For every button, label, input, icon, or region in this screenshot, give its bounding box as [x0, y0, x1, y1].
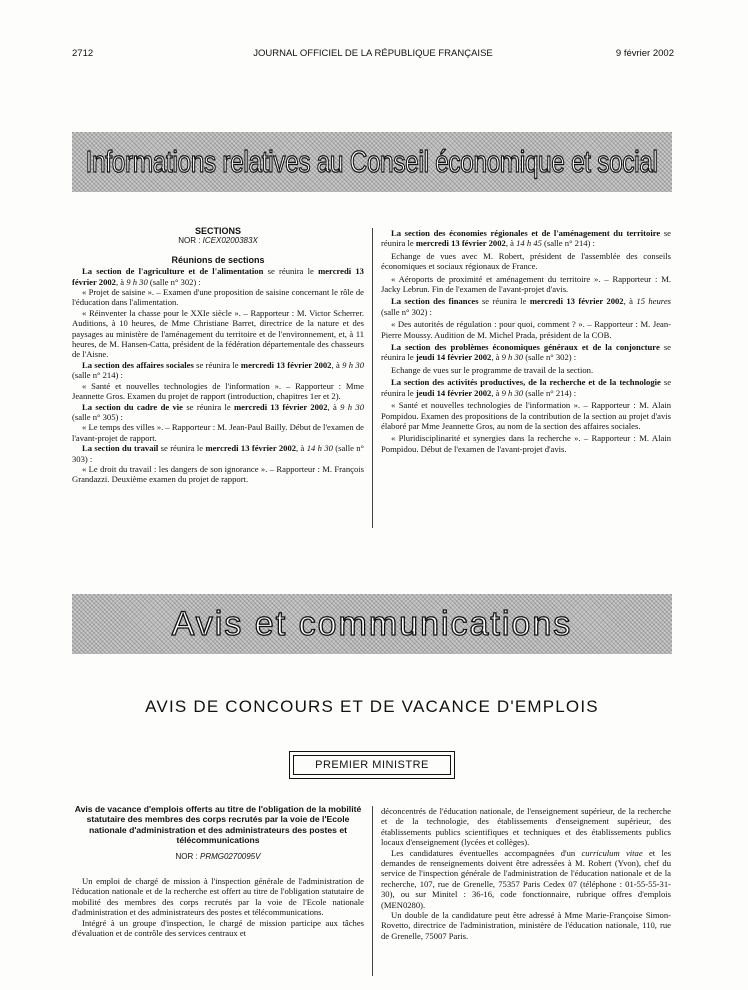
paragraph: Les candidatures éventuelles accompagnées d'un curriculum vitae et les demandes de renseignements doivent être adressées à M. Robert (Yvon), chef du service de l'inspection générale de l'administration de l'éducation nationale et de la recherche, 107, rue de Grenelle, 75357 Paris Cedex 07 (téléphone : 01-55-55-31-30), ou sur Minitel : 36-16, code fonctionnaire, rubrique offres d'emplois (MEN0280). — [381, 847, 671, 910]
paragraph: Echange de vues sur le programme de travail de la section. — [391, 364, 594, 375]
left-column-notice — [72, 804, 364, 938]
sections-title: SECTIONS — [194, 226, 241, 236]
paragraph: « Réinventer la chasse pour le XXIe siècle ». – Rapporteur : M. Victor Scherrer. Auditions, à 10 heures, de Mme Christiane Barret, directrice de la nature et des paysages au ministère de l'aménagement du territoire et de l'environnement, et, à 11 heures, de M. Hansen-Catta, président de la fédération départementale des chasseurs de l'Aisne. — [72, 307, 364, 360]
banner-title: Informations relatives au Conseil économique et social — [85, 144, 659, 179]
paragraph: « Santé et nouvelles technologies de l'information ». – Rapporteur : Mme Jeannette Gros. Examen du projet de rapport (introduction, chapitres 1er et 2). — [72, 380, 364, 402]
avis-heading: AVIS DE CONCOURS ET DE VACANCE D'EMPLOIS — [145, 697, 599, 716]
nor-label: NOR : — [175, 851, 200, 861]
paragraph: Un double de la candidature peut être adressé à Mme Marie-Françoise Simon-Rovetto, directrice de l'administration, ministère de l'éducation nationale, 110, rue de Grenelle, 75007 Paris. — [381, 910, 671, 941]
paragraph: La section des finances se réunira le mercredi 13 février 2002, à 15 heures (salle n° 302) : — [381, 296, 671, 317]
paragraph: « Le droit du travail : les dangers de son ignorance ». – Rapporteur : M. François Grandazzi. Deuxième examen du projet de rapport. — [72, 463, 364, 485]
paragraph: La section du travail se réunira le mercredi 13 février 2002, à 14 h 30 (salle n° 303) : — [72, 443, 364, 464]
column-divider — [372, 228, 373, 528]
nor-reference — [72, 236, 364, 246]
paragraph: Intégré à un groupe d'inspection, le chargé de mission participe aux tâches d'évaluation et de contrôle des services centraux et — [72, 917, 364, 939]
running-header — [72, 48, 674, 62]
page-number: 2712 — [72, 48, 94, 59]
paragraph: Echange de vues avec M. Robert, président de l'assemblée des conseils économiques et sociaux régionaux de France. — [381, 250, 671, 272]
paragraph: Un emploi de chargé de mission à l'inspection générale de l'administration de l'éducation nationale et de la recherche est offert au titre de l'obligation statutaire de mobilité des membres des corps recrutés par la voie de l'Ecole nationale d'administration et des administrateurs des postes et télécommunications. — [72, 876, 364, 918]
issue-date: 9 février 2002 — [615, 48, 674, 59]
right-column-sections — [381, 228, 671, 454]
paragraph: « Pluridisciplinarité et synergies dans la recherche ». – Rapporteur : M. Alain Pompidou. Début de l'examen de l'avant-projet d'avis. — [381, 433, 671, 454]
paragraph: « Des autorités de régulation : pour quoi, comment ? ». – Rapporteur : M. Jean-Pierre Moussy. Audition de M. Michel Prada, président de la COB. — [381, 319, 671, 340]
paragraph: La section de l'agriculture et de l'alimentation se réunira le mercredi 13 février 2002, à 9 h 30 (salle n° 302) : — [72, 266, 364, 287]
ministry-box — [289, 751, 455, 779]
right-column-notice — [381, 806, 671, 941]
paragraph: La section des affaires sociales se réunira le mercredi 13 février 2002, à 9 h 30 (salle n° 214) : — [72, 359, 364, 381]
paragraph: La section du cadre de vie se réunira le mercredi 13 février 2002, à 9 h 30 (salle n° 305) : — [72, 401, 365, 422]
section-banner-avis — [72, 594, 672, 654]
nor-reference — [72, 852, 364, 862]
paragraph: « Projet de saisine ». – Examen d'une proposition de saisine concernant le rôle de l'éducation dans l'alimentation. — [72, 287, 364, 308]
paragraph: La section des problèmes économiques généraux et de la conjoncture se réunira le jeudi 14 février 2002, à 9 h 30 (salle n° 302) : — [381, 342, 671, 363]
section-banner-conseil — [72, 132, 672, 192]
paragraph: « Aéroports de proximité et aménagement du territoire ». – Rapporteur : M. Jacky Lebrun. Fin de l'examen de l'avant-projet d'avis. — [381, 273, 671, 295]
nor-code: PRMG0270095V — [199, 851, 261, 861]
paragraph: déconcentrés de l'éducation nationale, de l'enseignement supérieur, de la recherche et de la technologie, des établissements d'enseignement supérieur, des établissements publics scientifiques et techniques et des établissements publics locaux d'enseignement (lycées et collèges). — [381, 806, 671, 848]
paragraph: « Le temps des villes ». – Rapporteur : M. Jean-Paul Bailly. Début de l'examen de l'avant-projet de rapport. — [72, 422, 364, 443]
paragraph: La section des économies régionales et de l'aménagement du territoire se réunira le mercredi 13 février 2002, à 14 h 45 (salle n° 214) : — [381, 228, 672, 249]
ministry-label: PREMIER MINISTRE — [293, 755, 451, 775]
reunions-title: Réunions de sections — [171, 254, 265, 265]
left-column-sections — [72, 226, 364, 485]
journal-title: JOURNAL OFFICIEL DE LA RÉPUBLIQUE FRANÇAISE — [253, 48, 493, 59]
paragraph: La section des activités productives, de la recherche et de la technologie se réunira le jeudi 14 février 2002, à 9 h 30 (salle n° 214) : — [381, 377, 672, 398]
notice-title: Avis de vacance d'emplois offerts au titre de l'obligation de la mobilité statutaire des membres des corps recrutés par la voie de l'Ecole nationale d'administration et des administrateurs des postes et télécommunications — [74, 804, 362, 846]
nor-label: NOR : — [178, 236, 203, 246]
column-divider — [372, 806, 373, 976]
banner-title: Avis et communications — [171, 604, 573, 643]
paragraph: « Santé et nouvelles technologies de l'information ». – Rapporteur : M. Alain Pompidou. Examen des propositions de la contribution de la section au projet d'avis élaboré par Mme Jeannette Gros, au nom de la section des affaires sociales. — [381, 400, 671, 431]
nor-code: ICEX0200383X — [202, 236, 258, 246]
